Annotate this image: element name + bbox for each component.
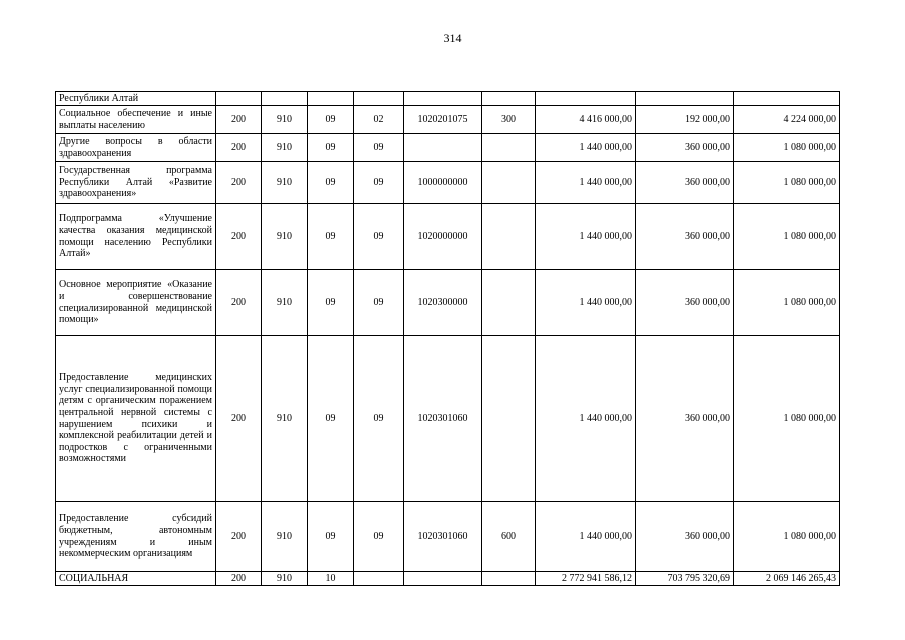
cell-code: 910 (262, 134, 308, 162)
cell-code: 200 (216, 134, 262, 162)
cell-code: 200 (216, 502, 262, 572)
cell-amount: 1 080 000,00 (734, 134, 840, 162)
row-name: Государственная программа Республики Алтай «Развитие здравоохранения» (56, 162, 216, 204)
cell-code: 200 (216, 270, 262, 336)
cell-code: 09 (354, 162, 404, 204)
cell-amount: 1 080 000,00 (734, 270, 840, 336)
cell-code: 200 (216, 162, 262, 204)
cell-amount: 1 440 000,00 (536, 204, 636, 270)
row-name: Другие вопросы в области здравоохранения (56, 134, 216, 162)
cell-code: 910 (262, 270, 308, 336)
row-name: Предоставление медицинских услуг специализированной помощи детям с органическим поражением центральной нервной системы с нарушением психики и комплексной реабилитации детей и подростков с ограниченными возможностями (56, 336, 216, 502)
cell-code: 200 (216, 572, 262, 586)
cell-code (404, 92, 482, 106)
cell-code (404, 572, 482, 586)
cell-code: 1020301060 (404, 502, 482, 572)
cell-code: 1020300000 (404, 270, 482, 336)
cell-code (216, 92, 262, 106)
cell-code: 09 (308, 502, 354, 572)
cell-amount: 4 416 000,00 (536, 106, 636, 134)
cell-code: 910 (262, 336, 308, 502)
cell-code: 09 (308, 162, 354, 204)
table-row (56, 134, 840, 162)
cell-code: 09 (354, 270, 404, 336)
cell-amount (734, 92, 840, 106)
table-row (56, 162, 840, 204)
row-name: Предоставление субсидий бюджетным, автономным учреждениям и иным некоммерческим организациям (56, 502, 216, 572)
cell-code: 200 (216, 106, 262, 134)
cell-code: 300 (482, 106, 536, 134)
cell-code (262, 92, 308, 106)
cell-amount: 360 000,00 (636, 162, 734, 204)
cell-amount (636, 92, 734, 106)
table-row (56, 572, 840, 586)
cell-code: 910 (262, 204, 308, 270)
cell-amount: 360 000,00 (636, 336, 734, 502)
cell-code: 09 (308, 204, 354, 270)
row-name: Подпрограмма «Улучшение качества оказания медицинской помощи населению Республики Алтай» (56, 204, 216, 270)
cell-amount: 1 440 000,00 (536, 134, 636, 162)
table-row (56, 336, 840, 502)
cell-code: 09 (308, 270, 354, 336)
cell-code (482, 336, 536, 502)
cell-code (482, 92, 536, 106)
cell-code (354, 92, 404, 106)
page-number: 314 (443, 31, 462, 45)
cell-code: 910 (262, 162, 308, 204)
table-row (56, 92, 840, 106)
cell-code: 200 (216, 204, 262, 270)
row-name: Основное мероприятие «Оказание и совершенствование специализированной медицинской помощи» (56, 270, 216, 336)
cell-code (404, 134, 482, 162)
cell-code (308, 92, 354, 106)
cell-amount: 360 000,00 (636, 270, 734, 336)
cell-amount: 703 795 320,69 (636, 572, 734, 586)
cell-code: 10 (308, 572, 354, 586)
table-row (56, 106, 840, 134)
cell-amount: 4 224 000,00 (734, 106, 840, 134)
cell-code (354, 572, 404, 586)
cell-amount: 2 069 146 265,43 (734, 572, 840, 586)
cell-amount: 360 000,00 (636, 204, 734, 270)
cell-code: 09 (308, 134, 354, 162)
cell-code (482, 204, 536, 270)
cell-code: 910 (262, 572, 308, 586)
cell-code: 09 (354, 502, 404, 572)
cell-code: 1020000000 (404, 204, 482, 270)
budget-table (55, 91, 840, 586)
cell-code: 02 (354, 106, 404, 134)
cell-code: 200 (216, 336, 262, 502)
cell-amount: 1 080 000,00 (734, 162, 840, 204)
cell-code (482, 134, 536, 162)
cell-code: 1000000000 (404, 162, 482, 204)
cell-code: 09 (354, 204, 404, 270)
cell-amount: 360 000,00 (636, 502, 734, 572)
table-row (56, 270, 840, 336)
cell-code: 09 (354, 336, 404, 502)
cell-code: 1020301060 (404, 336, 482, 502)
cell-amount: 1 440 000,00 (536, 336, 636, 502)
cell-code: 09 (354, 134, 404, 162)
cell-code: 09 (308, 336, 354, 502)
cell-code: 600 (482, 502, 536, 572)
cell-code (482, 270, 536, 336)
cell-amount: 1 440 000,00 (536, 502, 636, 572)
cell-amount: 1 080 000,00 (734, 502, 840, 572)
cell-amount: 1 080 000,00 (734, 204, 840, 270)
row-name: СОЦИАЛЬНАЯ (56, 572, 216, 586)
cell-amount: 360 000,00 (636, 134, 734, 162)
cell-code: 910 (262, 502, 308, 572)
cell-code (482, 572, 536, 586)
row-name: Социальное обеспечение и иные выплаты населению (56, 106, 216, 134)
cell-code: 1020201075 (404, 106, 482, 134)
cell-amount: 1 080 000,00 (734, 336, 840, 502)
cell-amount: 192 000,00 (636, 106, 734, 134)
cell-code: 910 (262, 106, 308, 134)
cell-amount (536, 92, 636, 106)
table-row (56, 502, 840, 572)
cell-code (482, 162, 536, 204)
cell-code: 09 (308, 106, 354, 134)
cell-amount: 1 440 000,00 (536, 162, 636, 204)
cell-amount: 1 440 000,00 (536, 270, 636, 336)
table-row (56, 204, 840, 270)
row-name: Республики Алтай (56, 92, 216, 106)
cell-amount: 2 772 941 586,12 (536, 572, 636, 586)
